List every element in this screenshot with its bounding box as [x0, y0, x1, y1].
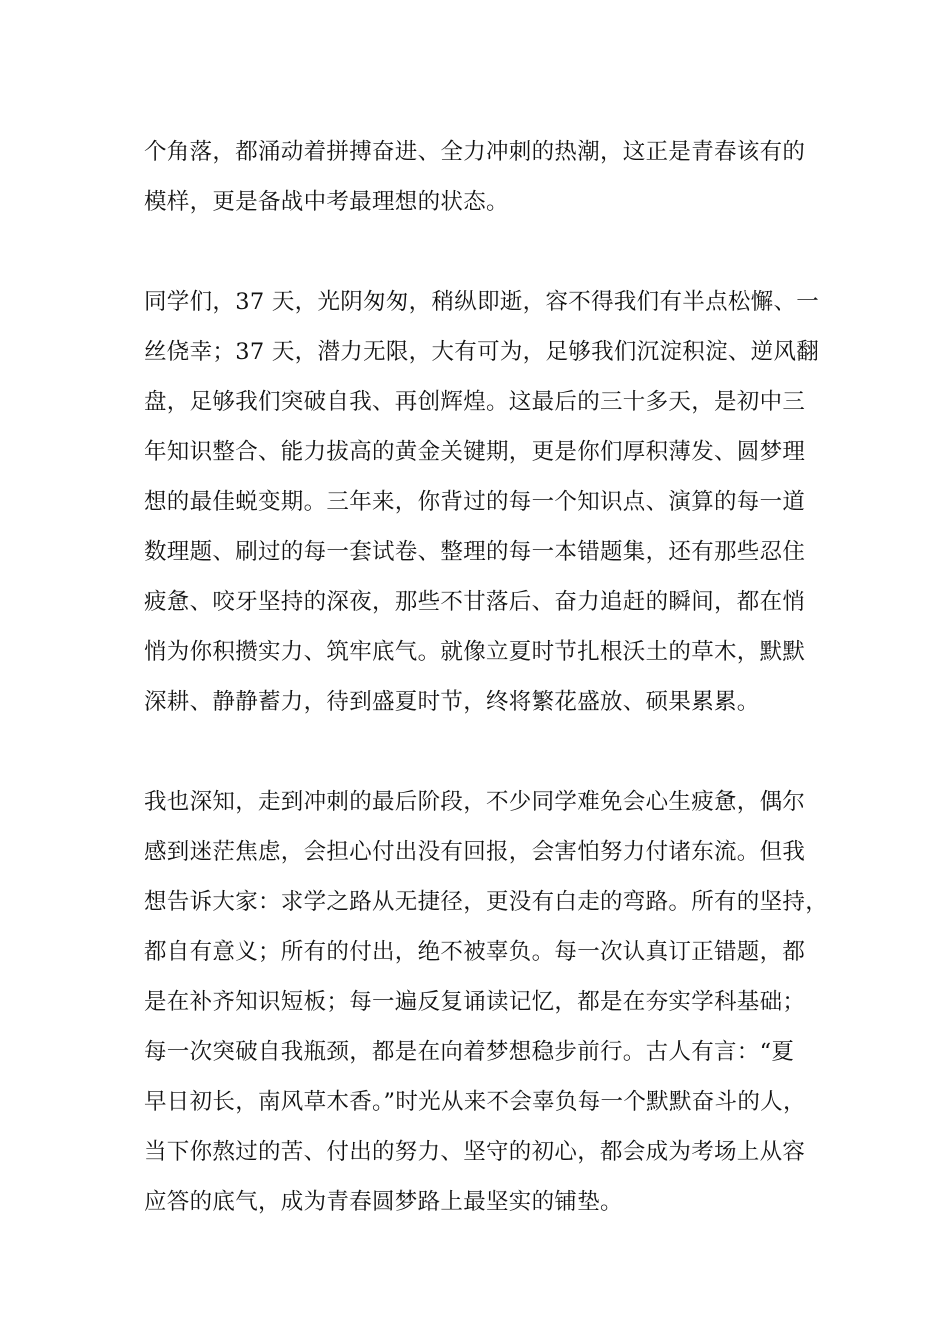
paragraph-2-line-9: 深耕、静静蓄力，待到盛夏时节，终将繁花盛放、硕果累累。: [144, 689, 760, 715]
paragraph-2-line-4: 年知识整合、能力拔高的黄金关键期，更是你们厚积薄发、圆梦理: [144, 439, 806, 465]
paragraph-3-line-7: 早日初长，南风草木香。”时光从来不会辜负每一个默默奋斗的人，: [144, 1089, 806, 1115]
paragraph-2-line-7: 疲惫、咬牙坚持的深夜，那些不甘落后、奋力追赶的瞬间，都在悄: [144, 589, 806, 615]
paragraph-3-line-5: 是在补齐知识短板；每一遍反复诵读记忆，都是在夯实学科基础；: [144, 989, 806, 1015]
paragraph-2-line-8: 悄为你积攒实力、筑牢底气。就像立夏时节扎根沃土的草木，默默: [144, 639, 806, 665]
paragraph-2-line-2: 丝侥幸；37 天，潜力无限，大有可为，足够我们沉淀积淀、逆风翻: [144, 339, 820, 365]
paragraph-3-line-2: 感到迷茫焦虑，会担心付出没有回报，会害怕努力付诸东流。但我: [144, 839, 806, 865]
paragraph-3-line-4: 都自有意义；所有的付出，绝不被辜负。每一次认真订正错题，都: [144, 939, 806, 965]
paragraph-1-line-1: 个角落，都涌动着拼搏奋进、全力冲刺的热潮，这正是青春该有的: [144, 139, 806, 165]
paragraph-2-line-1: 同学们，37 天，光阴匆匆，稍纵即逝，容不得我们有半点松懈、一: [144, 289, 820, 315]
paragraph-3-line-1: 我也深知，走到冲刺的最后阶段，不少同学难免会心生疲惫，偶尔: [144, 789, 806, 815]
paragraph-3-line-8: 当下你熬过的苦、付出的努力、坚守的初心，都会成为考场上从容: [144, 1139, 806, 1165]
paragraph-3-line-3: 想告诉大家：求学之路从无捷径，更没有白走的弯路。所有的坚持，: [144, 889, 829, 915]
paragraph-2-line-5: 想的最佳蜕变期。三年来，你背过的每一个知识点、演算的每一道: [144, 489, 806, 515]
paragraph-3-line-6: 每一次突破自我瓶颈，都是在向着梦想稳步前行。古人有言：“夏: [144, 1039, 795, 1065]
paragraph-2-line-3: 盘，足够我们突破自我、再创辉煌。这最后的三十多天，是初中三: [144, 389, 806, 415]
paragraph-2-line-6: 数理题、刷过的每一套试卷、整理的每一本错题集，还有那些忍住: [144, 539, 806, 565]
paragraph-3-line-9: 应答的底气，成为青春圆梦路上最坚实的铺垫。: [144, 1189, 623, 1215]
paragraph-1-line-2: 模样，更是备战中考最理想的状态。: [144, 189, 509, 215]
